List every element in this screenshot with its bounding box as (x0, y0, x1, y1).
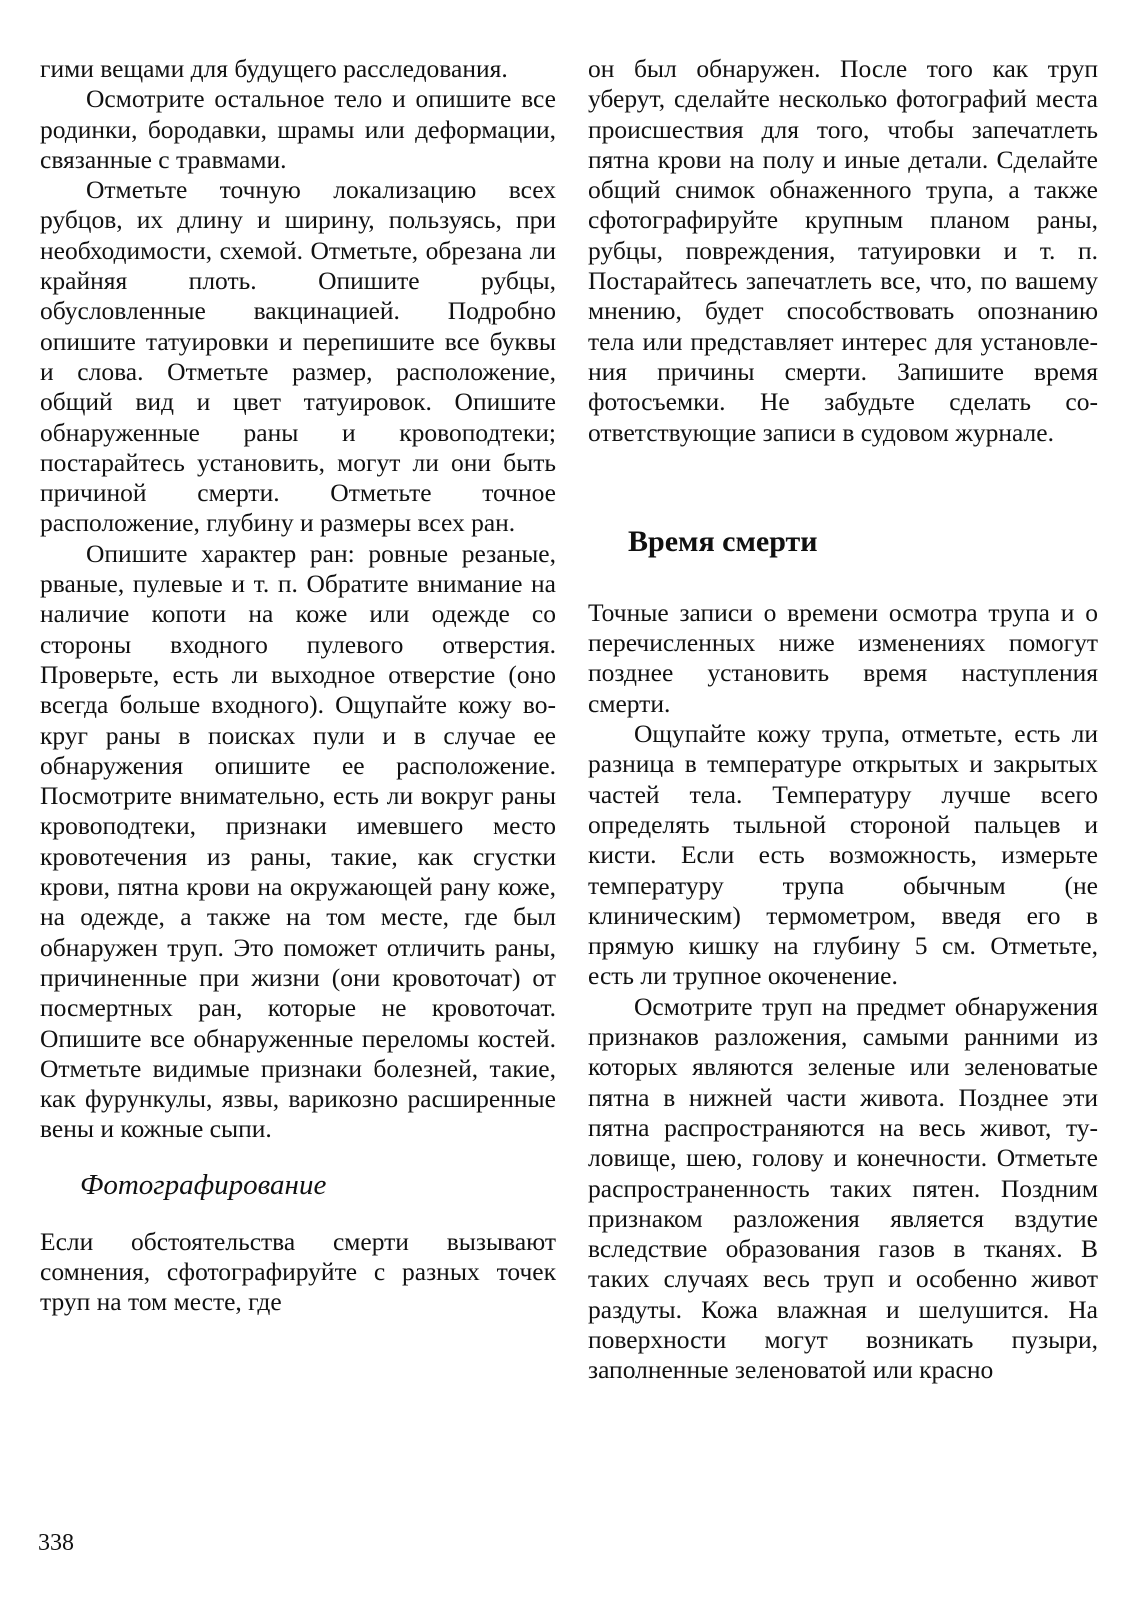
subsection-title-photography: Фотографирование (80, 1168, 327, 1201)
paragraph-photography-continued: он был обнаружен. После того как труп уберут, сделайте несколько фотографий места происшествия для того, чтобы запечатлеть пятна крови на полу и иные детали. Сделайте общий снимок обнаженного трупа, а также сфотографируйте крупным планом раны, рубцы, повреждения, татуировки и т. п. Постарайтесь запечатлеть все, что, по вашему мнению, будет способствовать опознанию тела или представляет интерес для установления причины смерти. Запишите время фотосъемки. Не забудьте сделать соответствующие записи в судовом журнале. (588, 54, 1098, 447)
paragraph-photography-start: Если обстоятельства смерти вызывают сомнения, сфотографируйте с разных точек труп на том месте, где (40, 1226, 556, 1317)
paragraph-wounds: Опишите характер ран: ровные резаные, рваные, пулевые и т. п. Обратите внимание на наличие копоти на коже или одежде со стороны входного пулевого отверстия. Проверьте, есть ли выходное отверстие (оно всегда больше входного). Ощупайте кожу вокруг раны в поисках пули и в случае ее обнаружения опишите ее расположение. Посмотрите внимательно, есть ли вокруг раны кровоподтеки, признаки имевшего место кровотечения из раны, такие, как сгустки крови, пятна крови на окружающей рану коже, на одежде, а также на том месте, где был обнаружен труп. Это поможет отличить раны, причиненные при жизни (они кровоточат) от посмертных ран, которые не кровоточат. Опишите все обнаруженные переломы костей. Отметьте видимые признаки болезней, такие, как фурункулы, язвы, варикозно расширенные вены и кожные сыпи. (40, 538, 556, 1144)
paragraph-decomposition: Осмотрите труп на предмет обнаружения признаков разложения, самыми ранними из которых являются зеленые или зеленоватые пятна в нижней части живота. Позднее эти пятна распространяются на весь живот, туловище, шею, голову и конечности. Отметьте распространенность таких пятен. Поздним признаком разложения является вздутие вследствие образования газов в тканях. В таких случаях весь труп и особенно живот раздуты. Кожа влажная и шелушится. На поверхности могут возникать пузыри, заполненные зеленоватой или красно (588, 991, 1098, 1385)
paragraph-continued: гими вещами для будущего расследования. (40, 54, 508, 83)
paragraph-temperature: Ощупайте кожу трупа, отметьте, есть ли разница в температуре открытых и закрытых частей тела. Температуру лучше всего определять тыльной стороной пальцев и кисти. Если есть возможность, измерьте температуру трупа обычным (не клиническим) термометром, введя его в прямую кишку на глубину 5 см. Отметьте, есть ли трупное окоченение. (588, 719, 1098, 991)
paragraph-body-marks: Осмотрите остальное тело и опишите все родинки, бородавки, шрамы или деформации, связанные с травмами. (40, 84, 556, 174)
page-number: 338 (38, 1530, 74, 1556)
section-title-time-of-death: Время смерти (628, 524, 818, 558)
right-column (588, 54, 1098, 1386)
paragraph-time-records: Точные записи о времени осмотра трупа и о перечисленных ниже изменениях помогут позднее установить время наступления смерти. (588, 597, 1098, 718)
paragraph-scars-tattoos: Отметьте точную локализацию всех рубцов, их длину и ширину, пользуясь, при необходимости, схемой. Отметьте, обрезана ли крайняя плоть. Опишите рубцы, обусловленные вакцинацией. Подробно опишите татуировки и перепишите все буквы и слова. Отметьте размер, расположение, общий вид и цвет татуировок. Опишите обнаруженные раны и кровоподтеки; постарайтесь установить, могут ли они быть причиной смерти. Отметьте точное расположение, глубину и размеры всех ран. (40, 175, 556, 538)
left-column (40, 54, 556, 1318)
